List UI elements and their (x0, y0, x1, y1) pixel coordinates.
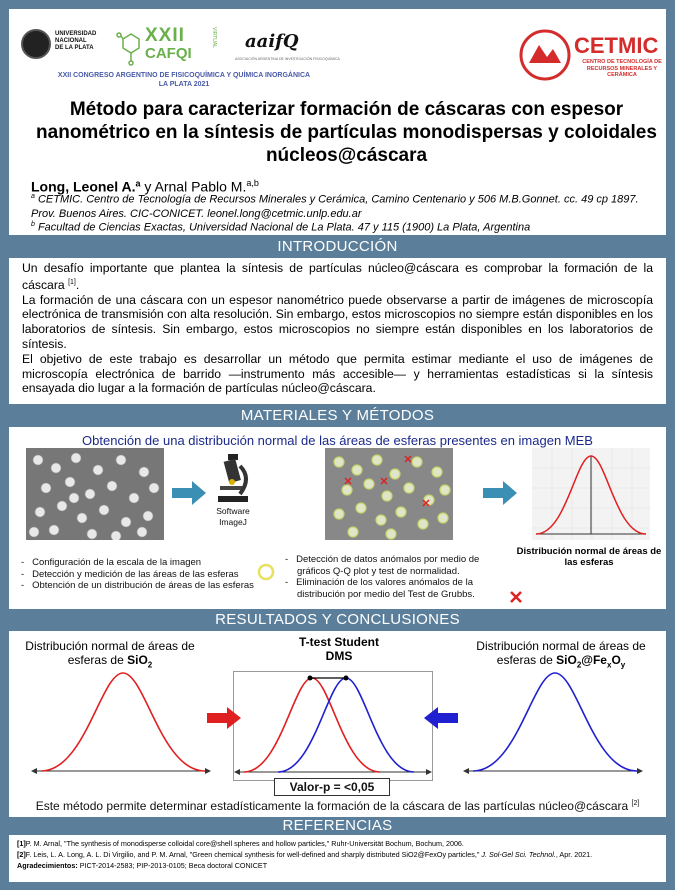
sio2-fexoy-distribution-chart (463, 667, 643, 777)
arrow-right-icon (483, 481, 517, 505)
cafqi-side: VIRTUAL (211, 27, 217, 49)
authors: Long, Leonel A.$^a$ y Arnal Pablo M.$^{a,b}$ (31, 178, 259, 195)
pvalue-box: Valor-p = ˂0,05 (274, 778, 390, 796)
aaifq-logo (235, 27, 345, 67)
section-intro-title: INTRODUCCIÓN (277, 238, 398, 255)
methods-panel (9, 427, 666, 609)
sem-image-raw (26, 448, 164, 540)
poster-title: Método para caracterizar formación de cáscaras con espesor nanométrico en la síntesis de partículas monodispersas y coloidales núcleos@cáscara (36, 99, 657, 166)
distribution-caption: Distribución normal de áreas de las esferas (516, 546, 662, 568)
comparison-chart-box (233, 671, 433, 781)
software-imagej: Software ImageJ (208, 452, 258, 532)
unlp-seal-icon (21, 29, 51, 59)
red-cross-icon (509, 590, 523, 604)
sio2-caption: Distribución normal de áreas de esferas de SiO$_2$ (25, 639, 195, 670)
bullets-right (281, 554, 509, 600)
congress-name: XXII CONGRESO ARGENTINO DE FISICOQUÍMICA Y QUÍMICA INORGÁNICA LA PLATA 2021 (57, 72, 311, 88)
list-item: - Detección de datos anómalos por medio de gráficos Q-Q plot y test de normalidad. (285, 554, 480, 577)
cafqi-number: XXII (145, 25, 185, 46)
list-item: - Detección y medición de las áreas de las esferas (21, 568, 239, 580)
reference-item: [1]P. M. Arnal, "The synthesis of monodisperse colloidal core@shell spheres and hollow particles," Ruhr-Universität Bochum, Bochum, 2006. (17, 839, 464, 848)
references-list (9, 835, 666, 874)
unlp-text: UNIVERSIDAD NACIONAL DE LA PLATA (55, 31, 97, 51)
sio2-distribution-chart (31, 667, 211, 777)
section-results-title: RESULTADOS Y CONCLUSIONES (215, 611, 460, 628)
author-1: Long, Leonel A. (31, 178, 136, 195)
acknowledgements: Agradecimientos: PICT-2014-2583; PIP-2013-0105; Beca doctoral CONICET (17, 861, 268, 870)
aaifq-name: aaifQ (245, 31, 299, 52)
list-item: - Configuración de la escala de la imagen (21, 557, 202, 568)
sio2-fexoy-caption: Distribución normal de áreas de esferas de $SiO_2@Fe_xO_y$ (476, 639, 646, 670)
cafqi-name: CAFQI (145, 45, 192, 62)
cetmic-logo (519, 29, 669, 85)
arrow-right-icon (172, 481, 206, 505)
reference-item: [2]F. Leis, L. A. Long, A. L. Di Virgilio, and P. M. Arnal, "Green chemical synthesis for well-defined and sharply distributed SiO2@FexOy particles," J. Sol-Gel Sci. Technol., Apr. 2021. (17, 850, 593, 859)
affiliation-a: $^a$ CETMIC. Centro de Tecnología de Recursos Minerales y Cerámica, Camino Centenario y 506 M.B.Gonnet. cc. 49 cp 1897. Prov. Buenos Aires. CIC-CONICET. leonel.long@cetmic.unlp.edu.ar (31, 193, 639, 220)
section-refs-title: REFERENCIAS (282, 817, 393, 834)
aaifq-sub: ASOCIACIÓN ARGENTINA DE INVESTIGACIÓN FISICOQUÍMICA (235, 57, 340, 61)
conclusion-text: Este método permite determinar estadísticamente la formación de la cáscara de las partículas núcleo@cáscara [2] (35, 799, 640, 813)
cetmic-name: CETMIC (574, 33, 659, 58)
blue-arrow-left-icon (422, 707, 458, 729)
section-methods-title: MATERIALES Y MÉTODOS (240, 407, 435, 424)
cafqi-logo (113, 25, 223, 69)
yellow-ring-icon (255, 561, 277, 583)
sem-spheres-icon (26, 448, 164, 540)
header-panel (9, 9, 666, 235)
cetmic-icon (519, 29, 571, 81)
affiliation-b: $^b$ Facultad de Ciencias Exactas, Universidad Nacional de La Plata. 47 y 115 (1900) La Plata, Argentina (31, 221, 531, 234)
list-item: - Eliminación de los valores anómalos de la distribución por medio del Test de Grubbs. (285, 577, 475, 600)
references-panel (9, 835, 666, 882)
sem-spheres-detected-icon (325, 448, 453, 540)
results-panel (9, 631, 666, 817)
intro-text: Un desafío importante que plantea la síntesis de partículas núcleo@cáscara es comprobar la formación de la cáscara [1]. La formación de una cáscara con un espesor nanométrico puede observarse a partir de imágenes de microscopía electrónica de transmisión con alta resolución. Sin embargo, estos microscopios no siempre están disponibles en los laboratorios de síntesis. Sin embargo, estos microscopios no siempre están disponibles en los laboratorios de síntesis. El objetivo de este trabajo es desarrollar un método que permita estimar mediante el uso de imágenes de microscopía electrónica de barrido —instrumento más accesible— y herramientas estadísticas si la síntesis ensayada dio lugar a la formación de partículas núcleo@cáscara. (22, 261, 653, 396)
microscope-icon (208, 452, 258, 504)
red-arrow-right-icon (207, 707, 243, 729)
sem-image-processed (325, 448, 453, 540)
intro-panel (9, 258, 666, 404)
methods-title: Obtención de una distribución normal de las áreas de esferas presentes en imagen MEB (82, 433, 593, 448)
author-2: Arnal Pablo M. (154, 178, 247, 195)
bullets-left (17, 557, 267, 592)
comparison-chart (234, 672, 432, 780)
unlp-logo (21, 27, 101, 63)
normal-distribution-chart (532, 448, 650, 540)
cetmic-subtitle: CENTRO DE TECNOLOGÍA DE RECURSOS MINERALES Y CERÁMICA (582, 59, 662, 78)
ttest-title: T-test Student DMS (299, 635, 379, 663)
list-item: - Obtención de un distribución de áreas de las esferas (21, 580, 254, 591)
